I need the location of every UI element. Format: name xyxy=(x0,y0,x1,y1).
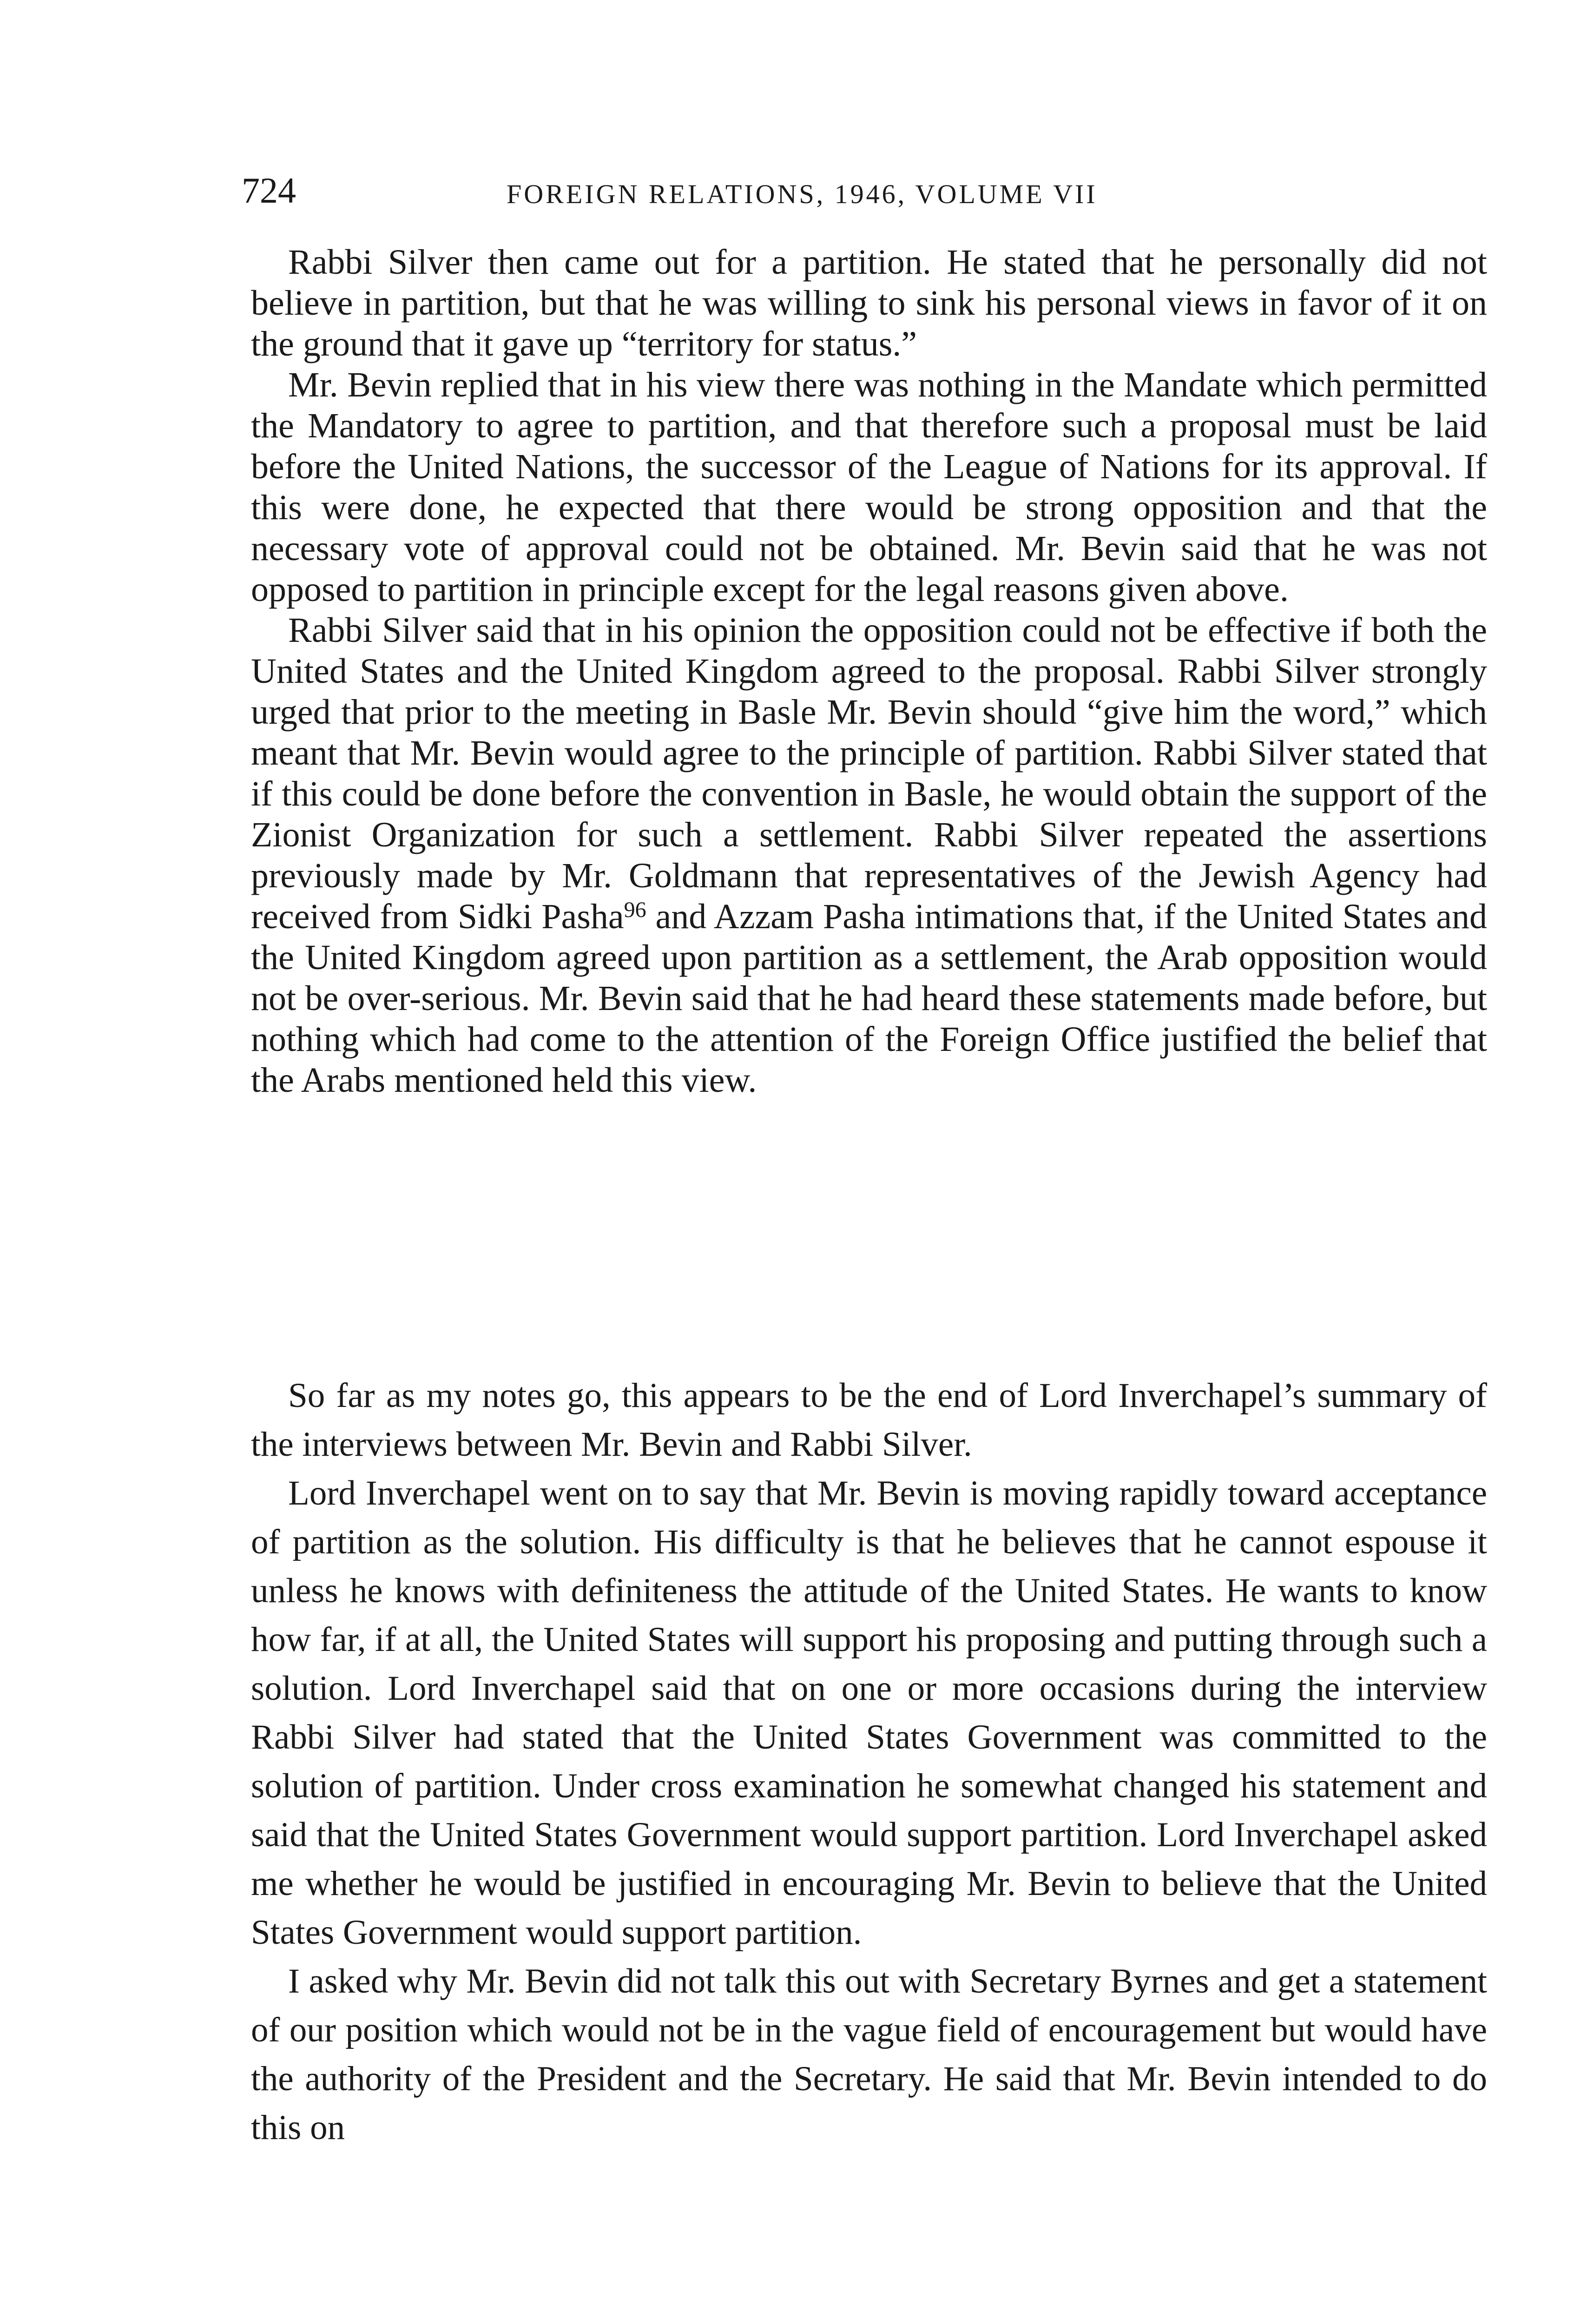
page-number: 724 xyxy=(242,170,296,211)
paragraph-text: Rabbi Silver said that in his opinion the opposition could not be effective if both the United States and the United Kingdom agreed to the proposal. Rabbi Silver strongly urged that prior to the meeting in Basle Mr. Bevin should “give him the word,” which meant that Mr. Bevin would agree to the principle of partition. Rabbi Silver stated that if this could be done before the convention in Basle, he would obtain the support of the Zionist Organization for such a settlement. Rabbi Silver repeated the assertions previously made by Mr. Goldmann that representatives of the Jewish Agency had received from Sidki Pasha xyxy=(251,611,1487,936)
footnote-reference: 96 xyxy=(624,898,646,922)
main-section xyxy=(251,1371,1487,2152)
summary-section xyxy=(251,242,1487,1101)
paragraph: Lord Inverchapel went on to say that Mr. Bevin is moving rapidly toward acceptance of partition as the solution. His difficulty is that he believes that he cannot espouse it unless he knows with definiteness the attitude of the United States. He wants to know how far, if at all, the United States will support his proposing and putting through such a solution. Lord Inverchapel said that on one or more occasions during the interview Rabbi Silver had stated that the United States Government was committed to the solution of partition. Under cross examination he somewhat changed his statement and said that the United States Government would support partition. Lord Inverchapel asked me whether he would be justified in encouraging Mr. Bevin to believe that the United States Government would support partition. xyxy=(251,1474,1487,1952)
paragraph: I asked why Mr. Bevin did not talk this out with Secretary Byrnes and get a statement of our position which would not be in the vague field of encouragement but would have the authority of the President and the Secretary. He said that Mr. Bevin intended to do this on xyxy=(251,1962,1487,2147)
paragraph: Rabbi Silver then came out for a partition. He stated that he personally did not believe in partition, but that he was willing to sink his personal views in favor of it on the ground that it gave up “territory for status.” xyxy=(251,243,1487,363)
paragraph: So far as my notes go, this appears to be the end of Lord Inverchapel’s summary of the interviews between Mr. Bevin and Rabbi Silver. xyxy=(251,1376,1487,1464)
paragraph-text: and Azzam Pasha intimations that, if the United States and the United Kingdom agreed upon partition as a settlement, the Arab opposition would not be over-serious. Mr. Bevin said that he had heard these statements made before, but nothing which had come to the attention of the Foreign Office justified the belief that the Arabs mentioned held this view. xyxy=(251,897,1487,1100)
running-head-title: FOREIGN RELATIONS, 1946, VOLUME VII xyxy=(507,179,1098,209)
running-head xyxy=(242,167,1487,214)
paragraph: Mr. Bevin replied that in his view there was nothing in the Mandate which permitted the Mandatory to agree to partition, and that therefore such a proposal must be laid before the United Nations, the successor of the League of Nations for its approval. If this were done, he expected that there would be strong opposition and that the necessary vote of approval could not be obtained. Mr. Bevin said that he was not opposed to partition in principle except for the legal reasons given above. xyxy=(251,365,1487,609)
paragraph xyxy=(251,610,1487,1101)
